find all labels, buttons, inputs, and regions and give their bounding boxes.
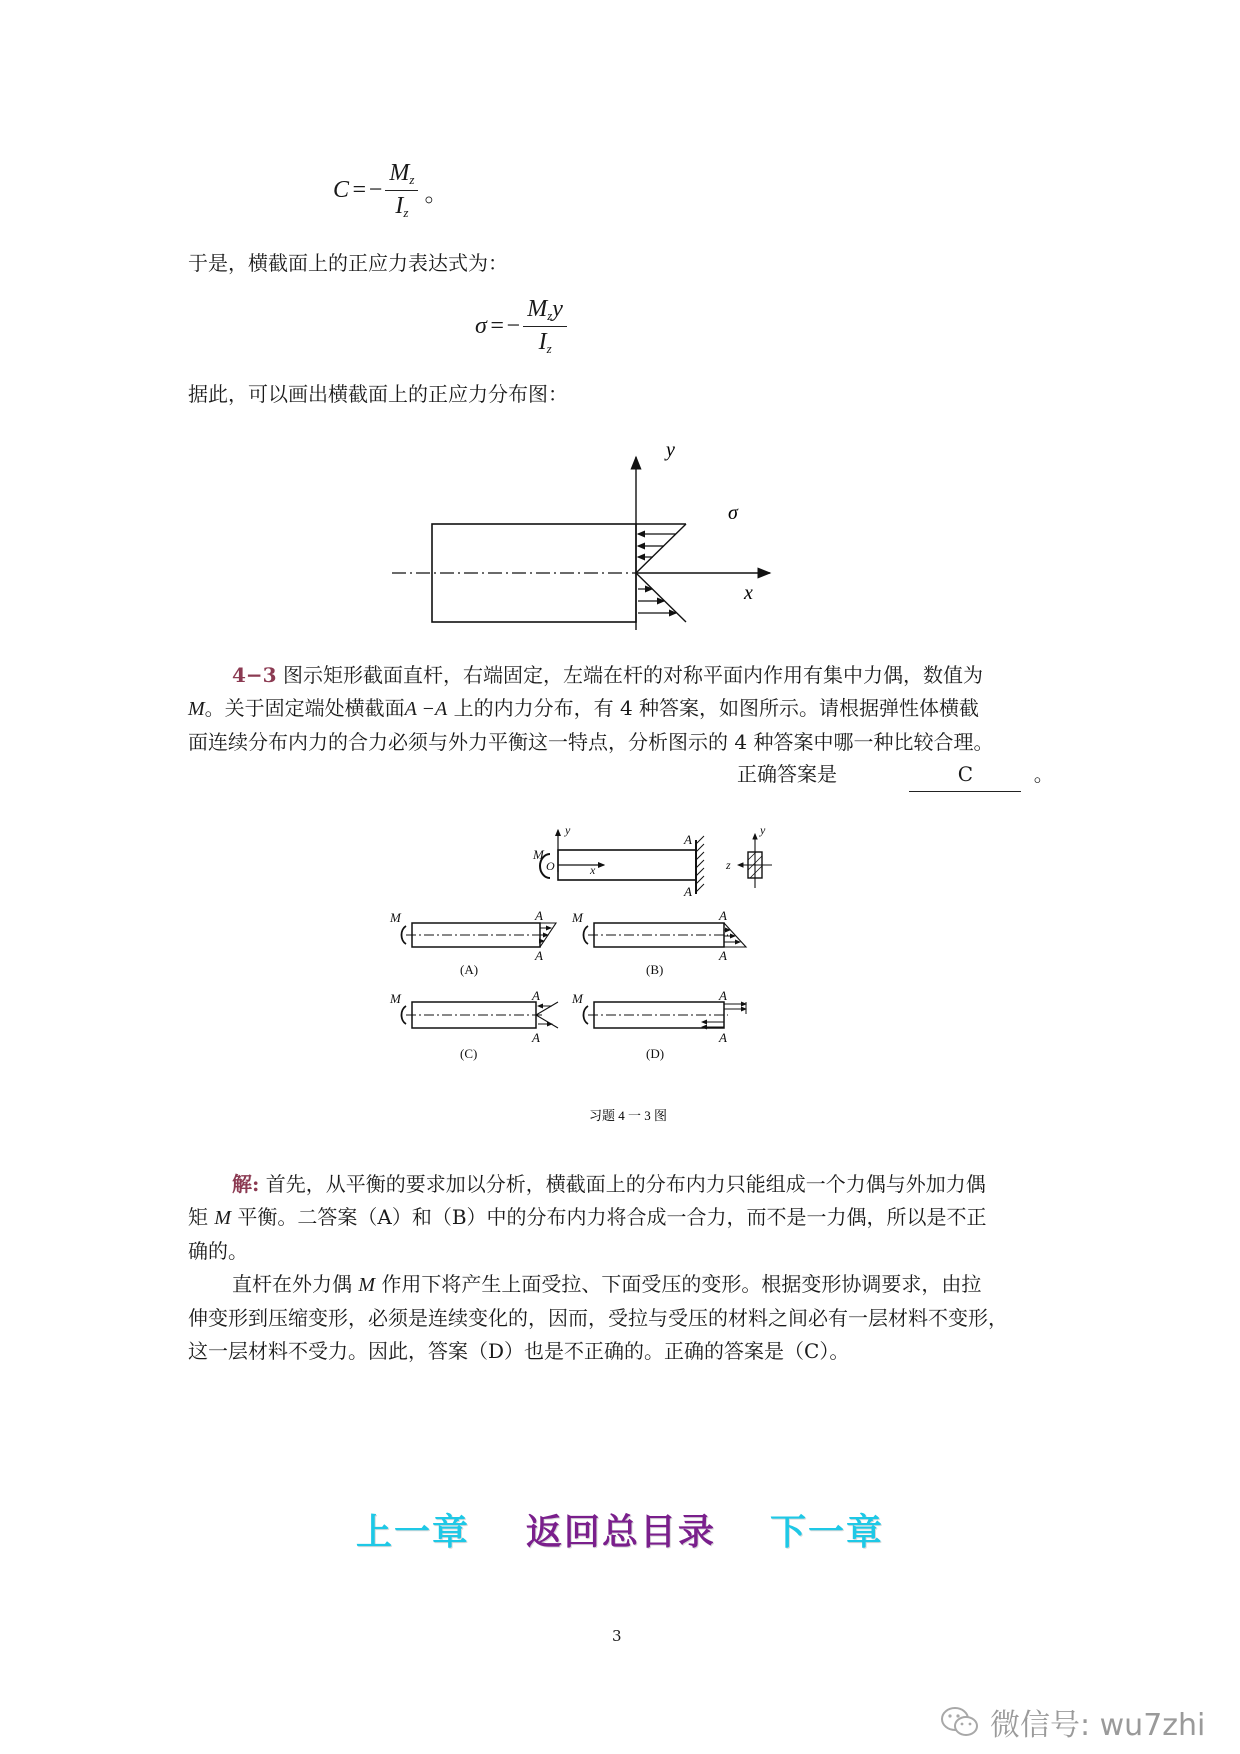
stress-distribution-figure bbox=[380, 435, 800, 635]
problem-figure bbox=[390, 822, 860, 1142]
svg-text:x: x bbox=[590, 863, 596, 877]
svg-text:M: M bbox=[572, 991, 583, 1006]
svg-text:O: O bbox=[546, 859, 555, 873]
solution-text: 解: 首先，从平衡的要求加以分析，横截面上的分布内力只能组成一个力偶与外加力偶 矩 M 平衡。二答案（A）和（B）中的分布内力将合成一合力，而不是一力偶，所以是不正 确的。 直杆在外力偶 M 作用下将产生上面受拉、下面受压的变形。根据变形协调要求，由拉 伸变形到压缩变形，必须是连续变化的，因而，受拉与受压的材料之间必有一层材料不变形， 这一层材料不受力。因此，答案（D）也是不正确的。正确的答案是（C）。 bbox=[188, 1172, 1008, 1363]
next-chapter-link[interactable]: 下一章 bbox=[770, 1512, 885, 1553]
text-jucih: 据此，可以画出横截面上的正应力分布图： bbox=[188, 382, 568, 406]
sigma-label: σ bbox=[728, 502, 738, 524]
formula-sigma: σ =− $\frac{M_zy}{I_z}$ bbox=[475, 296, 567, 357]
watermark: 微信号: wu7zhi bbox=[940, 1700, 1205, 1744]
answer-line: 正确答案是 C 。 bbox=[737, 758, 1054, 792]
svg-text:A: A bbox=[535, 908, 543, 923]
option-b-diagram bbox=[571, 908, 746, 977]
svg-text:A: A bbox=[684, 884, 692, 899]
y-axis-label: y bbox=[666, 439, 675, 461]
option-a-diagram bbox=[389, 908, 556, 977]
figure-caption: 习题 4 一 3 图 bbox=[588, 1108, 668, 1123]
svg-text:M: M bbox=[572, 910, 583, 925]
svg-text:y: y bbox=[760, 823, 766, 837]
page-number: 3 bbox=[612, 1627, 622, 1645]
x-axis-label: x bbox=[744, 582, 753, 604]
problem-statement: 4−3 图示矩形截面直杆，右端固定，左端在杆的对称平面内作用有集中力偶，数值为 M。关于固定端处横截面A −A 上的内力分布，有 4 种答案，如图所示。请根据弹性体横截 面连续分布内力的合力必须与外力平衡这一特点，分析图示的 4 种答案中哪一种比较合理。 bbox=[188, 663, 994, 754]
problem-number: 4−3 bbox=[232, 663, 277, 687]
option-d-diagram bbox=[571, 988, 746, 1061]
svg-text:A: A bbox=[684, 832, 692, 847]
svg-text:A: A bbox=[535, 948, 543, 963]
table-of-contents-link[interactable]: 返回总目录 bbox=[526, 1512, 717, 1553]
beam-rectangle bbox=[432, 524, 636, 622]
formula-c: C =− $\frac{M_z}{I_z}$ 。 bbox=[333, 160, 449, 220]
svg-text:z: z bbox=[726, 858, 731, 872]
svg-text:y: y bbox=[565, 823, 571, 837]
main-beam-diagram bbox=[532, 823, 772, 899]
wechat-icon bbox=[940, 1705, 980, 1739]
svg-text:A: A bbox=[719, 948, 727, 963]
svg-text:M: M bbox=[533, 847, 544, 862]
prev-chapter-link[interactable]: 上一章 bbox=[356, 1512, 471, 1553]
option-c-label: (C) bbox=[460, 1046, 478, 1061]
svg-text:A: A bbox=[532, 988, 540, 1003]
answer-value: C bbox=[909, 758, 1021, 792]
svg-text:A: A bbox=[719, 988, 727, 1003]
svg-text:A: A bbox=[719, 908, 727, 923]
svg-text:M: M bbox=[390, 910, 401, 925]
fraction-mz-iz: $\frac{M_z}{I_z}$ bbox=[385, 160, 418, 221]
option-b-label: (B) bbox=[646, 962, 664, 977]
option-c-diagram bbox=[389, 988, 558, 1061]
fraction-mzy-iz: $\frac{M_zy}{I_z}$ bbox=[523, 296, 567, 357]
option-d-label: (D) bbox=[646, 1046, 665, 1061]
solution-label: 解: bbox=[232, 1172, 260, 1196]
svg-text:A: A bbox=[719, 1030, 727, 1045]
svg-text:M: M bbox=[390, 991, 401, 1006]
text-yushi: 于是，横截面上的正应力表达式为： bbox=[188, 251, 508, 275]
svg-text:A: A bbox=[532, 1030, 540, 1045]
option-a-label: (A) bbox=[460, 962, 479, 977]
